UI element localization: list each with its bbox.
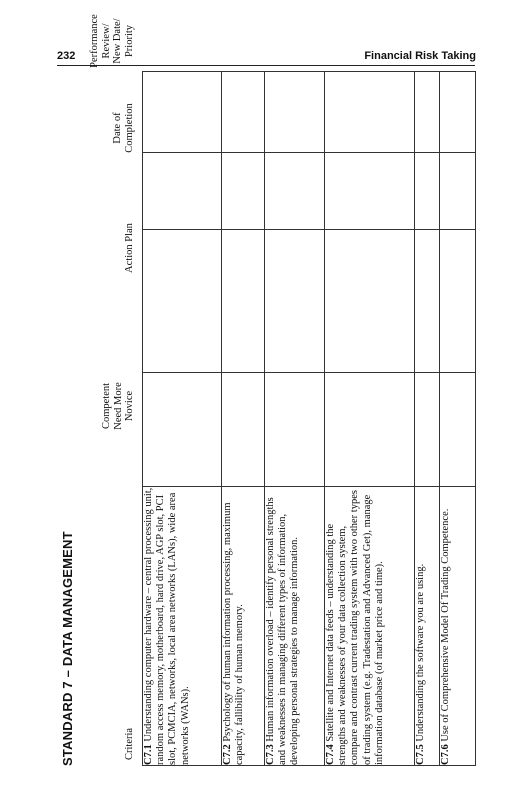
criteria-text: Understanding computer hardware – central processing unit, random access memory, motherboard, hard drive, AGP slot, PCI slot, PCMCIA, networks, local area networks (LANs), wide area networks (WANs). [143,487,191,765]
date-of-completion-cell [222,153,265,229]
performance-review-cell [415,72,440,154]
criteria-code: C7.5 [415,744,426,765]
table-row [143,72,222,766]
criteria-code: C7.2 [222,744,233,765]
table-row [265,72,325,766]
competence-cell [222,373,265,487]
table-row [440,72,476,766]
competence-cell [265,373,325,487]
page-number: 232 [57,50,76,62]
criteria-code: C7.6 [440,744,451,765]
competence-cell [440,373,476,487]
criteria-text: Human information overload – identify personal strengths and weaknesses in managing different types of information, developing personal strategies to manage information. [265,497,301,765]
action-plan-cell [265,229,325,373]
criteria-cell [325,487,415,766]
performance-review-cell [265,72,325,154]
standard-title: STANDARD 7 – DATA MANAGEMENT [60,531,75,766]
criteria-text: Satellite and Internet data feeds – understanding the strengths and weaknesses of your data collection system, compare and contrast current trading system with two other types of trading system (e.g. Tradestation and Advanced Get), manage information database (of market price and time). [325,490,385,765]
criteria-text: Understanding the software you are using. [415,563,426,742]
competence-cell [415,373,440,487]
action-plan-cell [440,229,476,373]
criteria-cell [265,487,325,766]
table-row [325,72,415,766]
date-of-completion-column-header: Date of Completion [112,103,135,153]
table-row [415,72,440,766]
criteria-code: C7.3 [265,744,276,765]
action-plan-cell [143,229,222,373]
criteria-cell [415,487,440,766]
date-of-completion-cell [325,153,415,229]
date-of-completion-cell [415,153,440,229]
performance-review-cell [440,72,476,154]
criteria-text: Use of Comprehensive Model Of Trading Competence. [440,508,451,742]
performance-review-cell [222,72,265,154]
criteria-column-header: Criteria [124,727,135,760]
date-of-completion-cell [265,153,325,229]
performance-review-cell [143,72,222,154]
table-row [222,72,265,766]
competence-cell [143,373,222,487]
action-plan-column-header: Action Plan [124,223,135,273]
criteria-code: C7.4 [325,744,336,765]
criteria-text: Psychology of human information processing, maximum capacity, fallibility of human memory. [222,502,246,765]
competence-column-header: Competent Need More Novice [101,382,135,430]
criteria-cell [222,487,265,766]
criteria-cell [440,487,476,766]
criteria-cell [143,487,222,766]
action-plan-cell [222,229,265,373]
date-of-completion-cell [143,153,222,229]
competence-cell [325,373,415,487]
action-plan-cell [415,229,440,373]
running-title: Financial Risk Taking [364,50,476,62]
performance-review-cell [325,72,415,154]
performance-review-column-header: Performance Review/ New Date/ Priority [89,14,135,68]
criteria-table [142,71,476,766]
date-of-completion-cell [440,153,476,229]
action-plan-cell [325,229,415,373]
criteria-code: C7.1 [143,744,154,765]
